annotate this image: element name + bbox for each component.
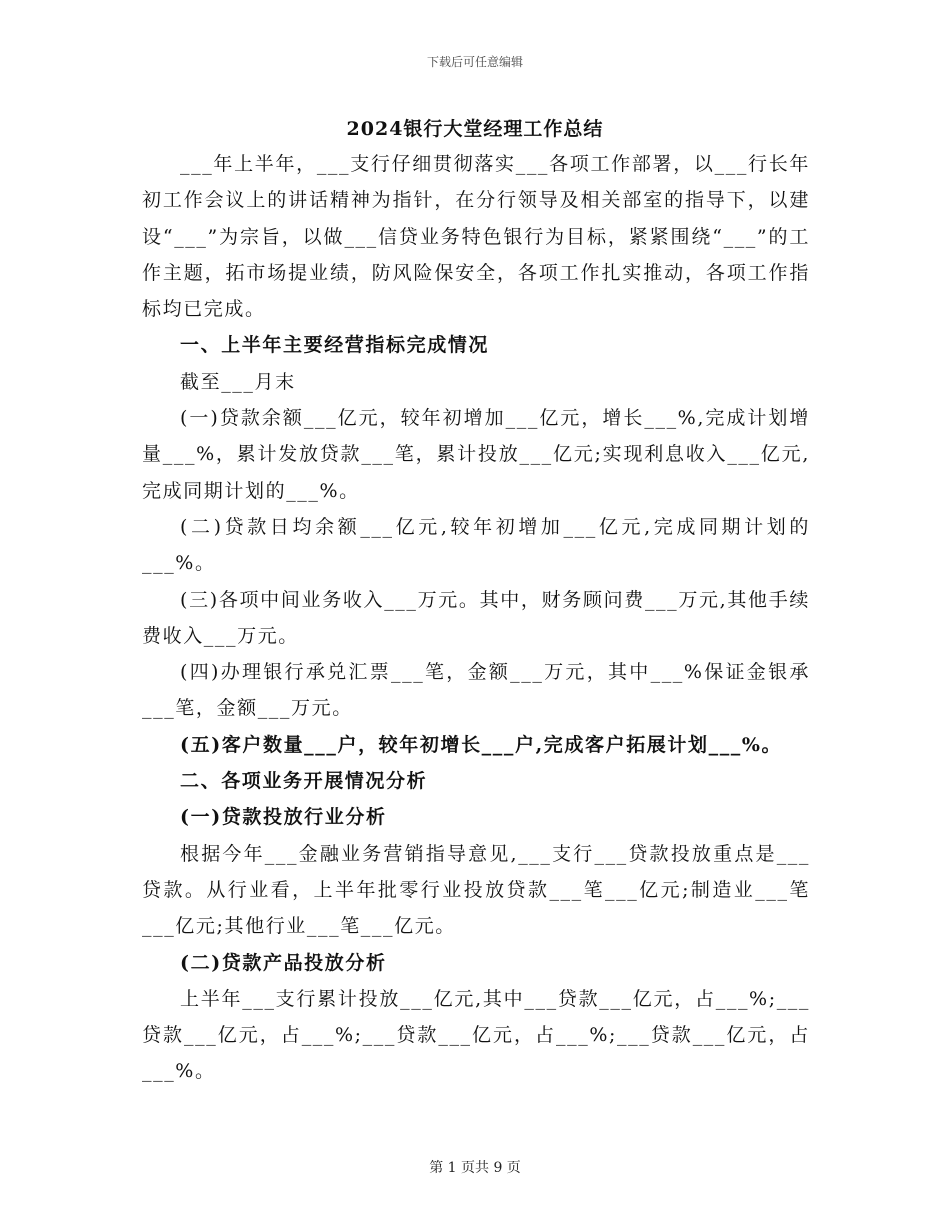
paragraph-product-analysis: 上半年___支行累计投放___亿元,其中___贷款___亿元，占___%;___贷款___亿元，占___%;___贷款___亿元，占___%;___贷款___亿元，占___%。 (142, 987, 810, 1083)
subsection-heading-2: (二)贷款产品投放分析 (180, 951, 387, 974)
page-number: 第 1 页共 9 页 (429, 1160, 521, 1176)
paragraph-item-1: (一)贷款余额___亿元，较年初增加___亿元，增长___%,完成计划增量___%，累计发放贷款___笔，累计投放___亿元;实现利息收入___亿元,完成同期计划的___%。 (142, 407, 810, 502)
paragraph-as-of: 截至___月末 (180, 370, 296, 393)
header-note: 下载后可任意编辑 (426, 55, 523, 69)
document-title: 2024银行大堂经理工作总结 (346, 118, 604, 140)
subsection-heading-1: (一)贷款投放行业分析 (180, 806, 387, 829)
section-heading-2: 二、各项业务开展情况分析 (180, 770, 428, 793)
section-heading-1: 一、上半年主要经营指标完成情况 (180, 334, 490, 357)
document-body (142, 146, 810, 1090)
paragraph-item-4: (四)办理银行承兑汇票___笔，金额___万元，其中___%保证金银承___笔，金额___万元。 (142, 661, 810, 720)
paragraph-item-2: (二)贷款日均余额___亿元,较年初增加___亿元,完成同期计划的___%。 (142, 515, 810, 575)
paragraph-industry-analysis: 根据今年___金融业务营销指导意见,___支行___贷款投放重点是___贷款。从行业看，上半年批零行业投放贷款___笔___亿元;制造业___笔___亿元;其他行业___笔___亿元。 (142, 842, 810, 938)
paragraph-item-3: (三)各项中间业务收入___万元。其中，财务顾问费___万元,其他手续费收入___万元。 (142, 588, 810, 647)
paragraph-item-5: (五)客户数量___户，较年初增长___户,完成客户拓展计划___%。 (180, 733, 783, 756)
paragraph-intro: ___年上半年，___支行仔细贯彻落实___各项工作部署，以___行长年初工作会议上的讲话精神为指针，在分行领导及相关部室的指导下，以建设“___”为宗旨，以做___信贷业务特色银行为目标，紧紧围绕“___”的工作主题，拓市场提业绩，防风险保安全，各项工作扎实推动，各项工作指标均已完成。 (142, 153, 810, 321)
